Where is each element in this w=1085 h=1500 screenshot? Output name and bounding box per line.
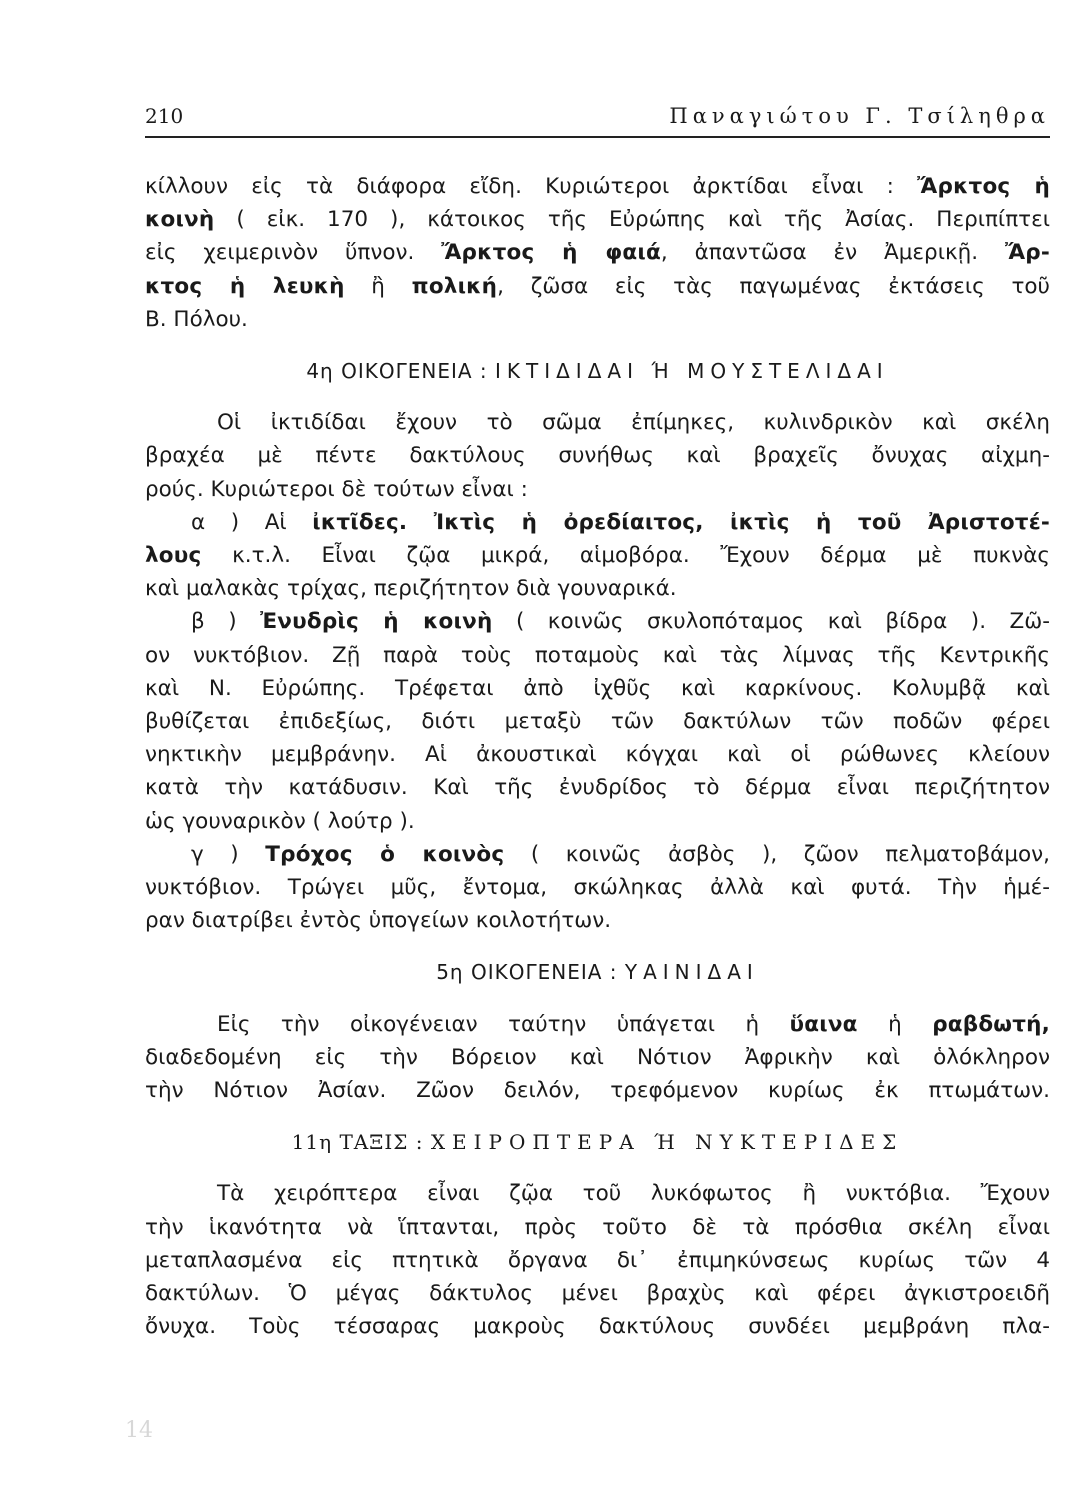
text-line: γ ) Τρόχος ὁ κοινὸς ( κοινῶς ἀσβὸς ), ζῶον πελματοβάμον, [191, 841, 1051, 867]
text-line: κτος ἡ λευκὴ ἢ πολική, ζῶσα εἰς τὰς παγωμένας ἐκτάσεις τοῦ [145, 273, 1050, 299]
faint-signature-mark: 14 [125, 1418, 153, 1443]
text-line: λους κ.τ.λ. Εἶναι ζῷα μικρά, αἱμοβόρα. Ἔχουν δέρμα μὲ πυκνὰς [145, 543, 1050, 569]
page-header [145, 96, 1050, 138]
paragraph-bears [145, 170, 1050, 336]
text-line: Οἱ ἰκτιδίδαι ἔχουν τὸ σῶμα ἐπίμηκες, κυλινδρικὸν καὶ σκέλη [217, 410, 1050, 436]
running-head: Παναγιώτου Γ. Τσίληθρα [669, 104, 1050, 128]
text-line: βυθίζεται ἐπιδεξίως, διότι μεταξὺ τῶν δακτύλων τῶν ποδῶν φέρει [145, 709, 1050, 735]
text-line: ὡς γουναρικὸν ( λούτρ ). [145, 808, 415, 834]
text-line: ρούς. Κυριώτεροι δὲ τούτων εἶναι : [145, 476, 528, 502]
text-line: διαδεδομένη εἰς τὴν Βόρειον καὶ Νότιον Ἀφρικὴν καὶ ὁλόκληρον [145, 1044, 1050, 1070]
text-line: β ) Ἐνυδρὶς ἡ κοινὴ ( κοινῶς σκυλοπόταμος καὶ βίδρα ). Ζῶ- [191, 609, 1050, 635]
paragraph-hyaenidae [145, 1008, 1050, 1108]
text-line: Β. Πόλου. [145, 306, 248, 332]
text-line: Τὰ χειρόπτερα εἶναι ζῷα τοῦ λυκόφωτος ἢ νυκτόβια. Ἔχουν [217, 1181, 1050, 1207]
family-heading-hyaenidae: 5η ΟΙΚΟΓΕΝΕΙΑ : ΥΑΙΝΙΔΑΙ [436, 960, 759, 985]
text-line: νυκτόβιον. Τρώγει μῦς, ἔντομα, σκώληκας ἀλλὰ καὶ φυτά. Τὴν ἡμέ- [145, 875, 1050, 901]
text-line: τὴν ἱκανότητα νὰ ἵπτανται, πρὸς τοῦτο δὲ τὰ πρόσθια σκέλη εἶναι [145, 1214, 1050, 1240]
text-line: κοινὴ ( εἰκ. 170 ), κάτοικος τῆς Εὐρώπης καὶ τῆς Ἀσίας. Περιπίπτει [145, 207, 1050, 233]
text-line: καὶ μαλακὰς τρίχας, περιζήτητον διὰ γουναρικά. [145, 576, 677, 602]
text-line: ὄνυχα. Τοὺς τέσσαρας μακροὺς δακτύλους συνδέει μεμβράνη πλα- [145, 1314, 1050, 1340]
text-line: Εἰς τὴν οἰκογένειαν ταύτην ὑπάγεται ἡ ὕαινα ἡ ραβδωτή, [217, 1011, 1050, 1037]
text-line: βραχέα μὲ πέντε δακτύλους συνήθως καὶ βραχεῖς ὄνυχας αἰχμη- [145, 443, 1050, 469]
text-line: εἰς χειμερινὸν ὕπνον. Ἄρκτος ἡ φαιά, ἀπαντῶσα ἐν Ἀμερικῇ. Ἄρ- [145, 240, 1050, 266]
page-number: 210 [145, 104, 184, 128]
text-line: τὴν Νότιον Ἀσίαν. Ζῶον δειλόν, τρεφόμενον κυρίως ἐκ πτωμάτων. [145, 1078, 1050, 1104]
text-line: ραν διατρίβει ἐντὸς ὑπογείων κοιλοτήτων. [145, 908, 612, 934]
item-weasels [145, 506, 1050, 606]
paragraph-mustelidae [145, 406, 1050, 506]
order-heading-chiroptera: 11η ΤΑΞΙΣ : ΧΕΙΡΟΠΤΕΡΑ Ή ΝΥΚΤΕΡΙΔΕΣ [291, 1130, 904, 1155]
body-text [145, 170, 1050, 1344]
text-line: κίλλουν εἰς τὰ διάφορα εἴδη. Κυριώτεροι ἀρκτίδαι εἶναι : Ἄρκτος ἡ [145, 174, 1050, 199]
text-line: νηκτικὴν μεμβράνην. Αἱ ἀκουστικαὶ κόγχαι καὶ οἱ ρώθωνες κλείουν [145, 742, 1050, 768]
text-line: καὶ Ν. Εὐρώπης. Τρέφεται ἀπὸ ἰχθῦς καὶ καρκίνους. Κολυμβᾷ καὶ [145, 675, 1050, 701]
text-line: κατὰ τὴν κατάδυσιν. Καὶ τῆς ἐνυδρίδος τὸ δέρμα εἶναι περιζήτητον [145, 775, 1050, 801]
paragraph-chiroptera [145, 1177, 1050, 1343]
text-line: ον νυκτόβιον. Ζῇ παρὰ τοὺς ποταμοὺς καὶ τὰς λίμνας τῆς Κεντρικῆς [145, 642, 1050, 668]
family-heading-mustelidae: 4η ΟΙΚΟΓΕΝΕΙΑ : ΙΚΤΙΔΙΔΑΙ Ή ΜΟΥΣΤΕΛΙΔΑΙ [306, 359, 889, 384]
item-badger [145, 838, 1050, 938]
text-line: δακτύλων. Ὁ μέγας δάκτυλος μένει βραχὺς καὶ φέρει ἀγκιστροειδῆ [145, 1281, 1050, 1307]
text-line: μεταπλασμένα εἰς πτητικὰ ὄργανα δι᾿ ἐπιμηκύνσεως κυρίως τῶν 4 [145, 1247, 1050, 1273]
item-otter [145, 605, 1050, 837]
text-line: α ) Αἱ ἰκτῖδες. Ἰκτὶς ἡ ὀρεδίαιτος, ἰκτὶς ἡ τοῦ Ἀριστοτέ- [191, 509, 1050, 535]
